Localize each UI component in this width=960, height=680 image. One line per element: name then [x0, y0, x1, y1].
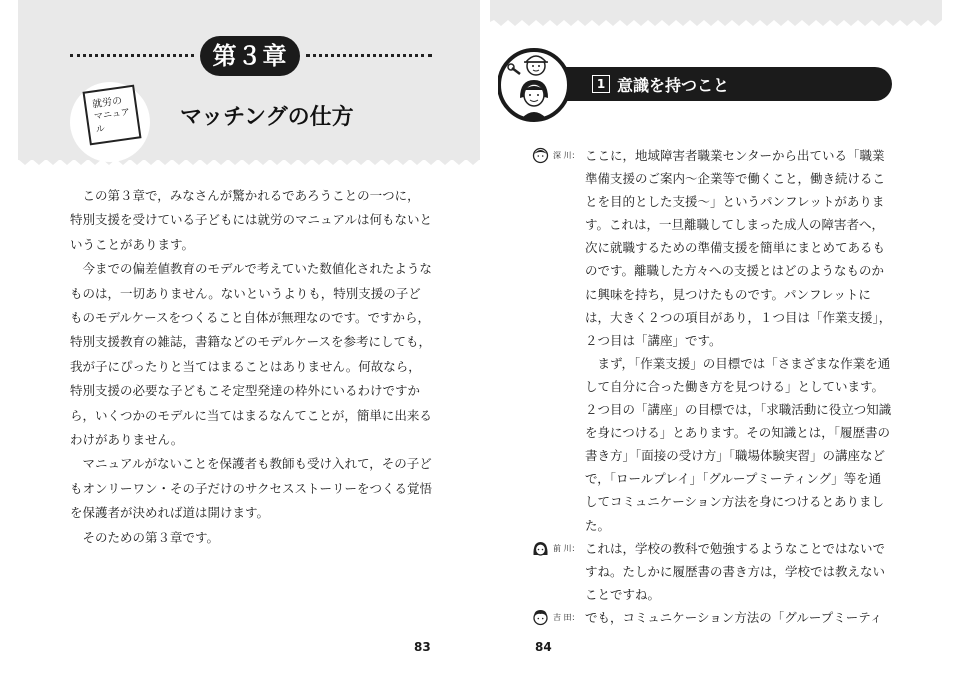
manual-card-icon: [82, 85, 141, 146]
chapter-title: マッチングの仕方: [180, 105, 354, 130]
speaker-face-icon: [532, 540, 549, 557]
zigzag-edge-right: [490, 18, 942, 26]
speaker-tag: [532, 606, 585, 629]
zigzag-edge: [18, 155, 480, 165]
paragraph: マニュアルがないことを保護者も教師も受け入れて，その子どもオンリーワン・その子だけのサクセスストーリーをつくる覚悟を保護者が決めれば道は開けます。: [70, 456, 433, 521]
manual-card-line-1: 就労の: [91, 95, 123, 111]
speaker-name: 吉 田：: [553, 612, 580, 622]
paragraph: 今までの偏差値教育のモデルで考えていた数値化されたようなものは，一切ありません。ないというよりも，特別支援の子どものモデルケースをつくること自体が無理なのです。ですから，特別支援教育の雑誌，書籍などのモデルケースを参考にしても，我が子にぴったりと当てはまることはありません。何故なら，特別支援の必要な子どもこそ定型発達の枠外にいるわけですから，いくつかのモデルに当てはまるなんてことが，簡単に出来るわけがありません。: [70, 261, 432, 448]
speaker-tag: [532, 144, 585, 167]
paragraph: この第３章で，みなさんが驚かれるであろうことの一つに，特別支援を受けている子どもには就労のマニュアルは何もないということがあります。: [70, 188, 433, 252]
speaker-face-icon: [532, 609, 549, 626]
speaker-name: 前 川：: [553, 543, 580, 553]
dialogue: [532, 144, 892, 629]
dialogue-text: まず，「作業支援」の目標では「さまざまな作業を通して自分に合った働き方を見つける」としています。２つ目の「講座」の目標では，「求職活動に役立つ知識を身につける」とあります。その知識とは，「履歴書の書き方」「面接の受け方」「職場体験実習」の講座などで，「ロールプレイ」「グループミーティング」等を通してコミュニケーション方法を身につけるとありました。: [585, 355, 892, 533]
dialogue-turn: [532, 537, 892, 606]
dialogue-text: これは，学校の教科で勉強するようなことではないですね。たしかに履歴書の書き方は，学校では教えないことですね。: [585, 540, 886, 602]
dotted-rule-right: [306, 54, 432, 57]
dialogue-turn: [532, 606, 892, 629]
characters-illustration: [498, 40, 570, 126]
section-number: 1: [592, 75, 610, 93]
left-page-body: [70, 184, 432, 550]
page-number-left: 83: [414, 640, 431, 654]
chapter-badge: 第３章: [200, 36, 300, 76]
page-number-right: 84: [535, 640, 552, 654]
manual-card-line-2: マニュアル: [93, 107, 131, 136]
dialogue-turn: [532, 144, 892, 537]
dotted-rule-left: [70, 54, 194, 57]
speaker-tag: [532, 537, 585, 560]
speaker-face-icon: [532, 147, 549, 164]
dialogue-text: ここに，地域障害者職業センターから出ている「職業準備支援のご案内～企業等で働くこと，働き続けることを目的とした支援～」というパンフレットがあります。これは，一旦離職してしまった成人の障害者へ，次に就職するための準備支援を簡単にまとめてあるものです。離職した方々への支援とはどのようなものかに興味を持ち，見つけたものです。パンフレットには，大きく２つの項目があり，１つ目は「作業支援」，２つ目は「講座」です。: [585, 148, 892, 348]
paragraph: そのための第３章です。: [82, 529, 220, 545]
speaker-name: 深 川：: [553, 151, 580, 160]
dialogue-text: でも，コミュニケーション方法の「グループミーティ: [585, 609, 883, 625]
right-header-band: [490, 0, 942, 20]
section-title: 意識を持つこと: [617, 76, 730, 95]
